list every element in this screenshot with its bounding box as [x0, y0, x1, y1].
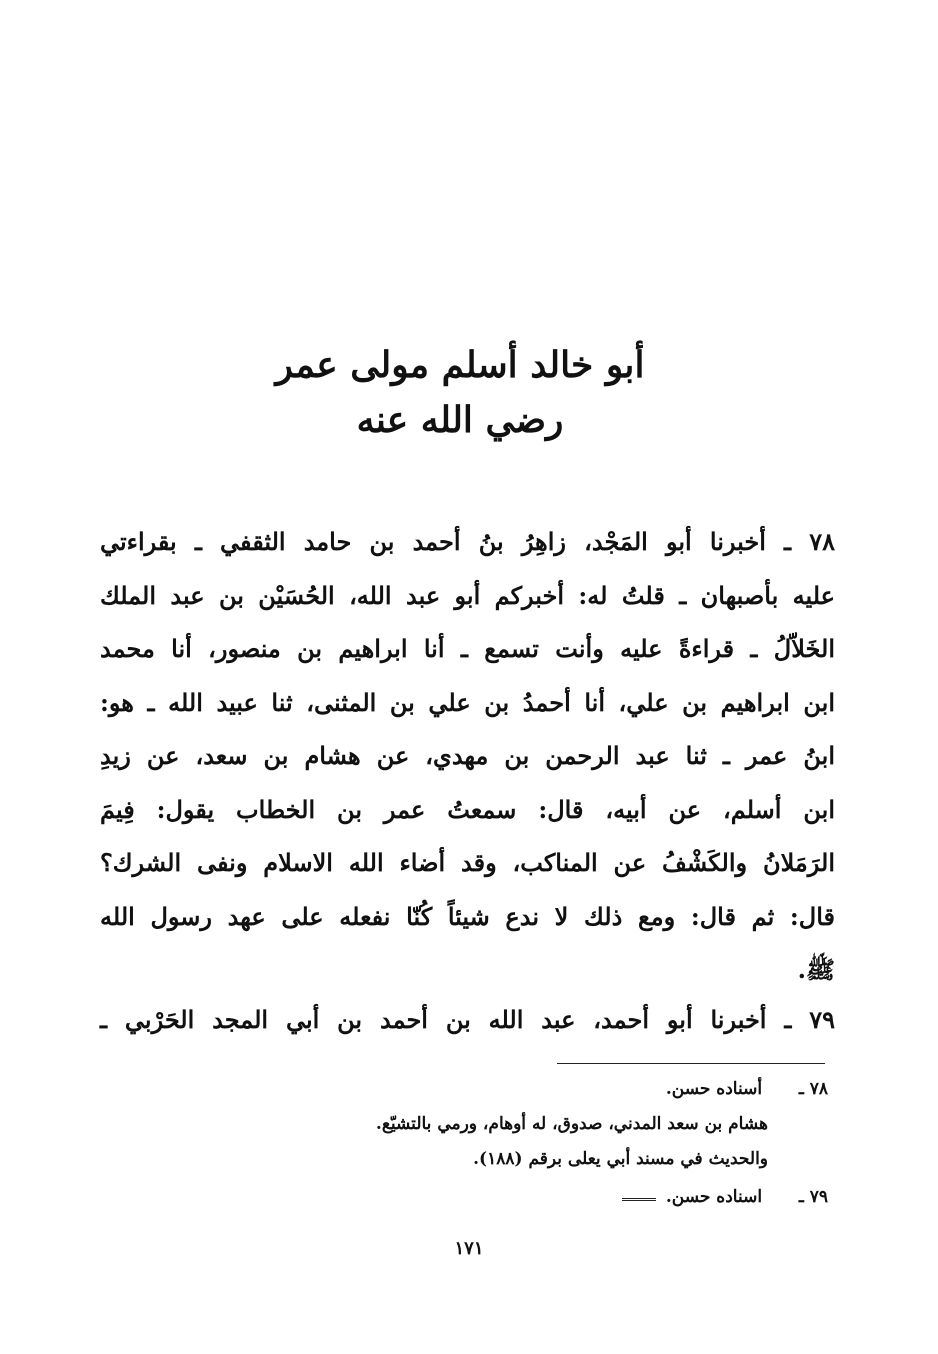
hadith-78-text [100, 515, 835, 997]
footnote-79-text: اسناده حسن. [665, 1187, 763, 1207]
section-title-line-2: رضي الله عنه [356, 399, 564, 441]
footnote-78-text: أسناده حسن. [665, 1079, 763, 1099]
page-number: ١٧١ [454, 1238, 484, 1259]
hadith-78-line: قال: ثم قال: ومع ذلك لا ندع شيئاً كُنّا نفعله على عهد رسول الله [100, 901, 835, 931]
footnote-79 [622, 1180, 828, 1215]
hadith-78-line: ابن أسلم، عن أبيه، قال: سمعتُ عمر بن الخطاب يقول: فِيمَ [100, 794, 835, 824]
hadith-78-line: ٧٨ ـ أخبرنا أبو المَجْد، زاهِرُ بنُ أحمد بن حامد الثقفي ـ بقراءتي [100, 527, 835, 556]
hadith-78-line: ﷺ. [797, 955, 835, 984]
hadith-78-line: الخَلاّلُ ـ قراءةً عليه وأنت تسمع ـ أنا ابراهيم بن منصور، أنا محمد [100, 634, 835, 663]
footnote-78-continuation: والحديث في مسند أبي يعلى برقم (١٨٨). [473, 1149, 768, 1169]
footnote-79-number: ٧٩ ـ [798, 1187, 828, 1207]
hadith-79-text: ٧٩ ـ أخبرنا أبو أحمد، عبد الله بن أحمد بن أبي المجد الحَرْبي ـ [100, 1005, 836, 1034]
hadith-78-line: ابن ابراهيم بن علي، أنا أحمدُ بن علي بن المثنى، ثنا عبيد الله ـ هو: [100, 687, 835, 717]
hadith-78-line: الرَمَلانُ والكَشْفُ عن المناكب، وقد أضاء الله الاسلام ونفى الشرك؟ [100, 848, 835, 877]
footnote-78-number: ٧٨ ـ [798, 1079, 828, 1099]
footnote-divider [557, 1063, 825, 1064]
hadith-78-line: ابنُ عمر ـ ثنا عبد الرحمن بن مهدي، عن هشام بن سعد، عن زيدِ [100, 741, 835, 770]
footnote-78-continuation: هشام بن سعد المدني، صدوق، له أوهام، ورمي بالتشيّع. [375, 1114, 768, 1134]
footnote-78 [666, 1072, 828, 1107]
hadith-78-line: عليه بأصبهان ـ قلتُ له: أخبركم أبو عبد الله، الحُسَيْن بن عبد الملك [100, 580, 835, 610]
section-title-line-1: أبو خالد أسلم مولى عمر [275, 344, 645, 386]
continuation-mark [622, 1194, 656, 1201]
